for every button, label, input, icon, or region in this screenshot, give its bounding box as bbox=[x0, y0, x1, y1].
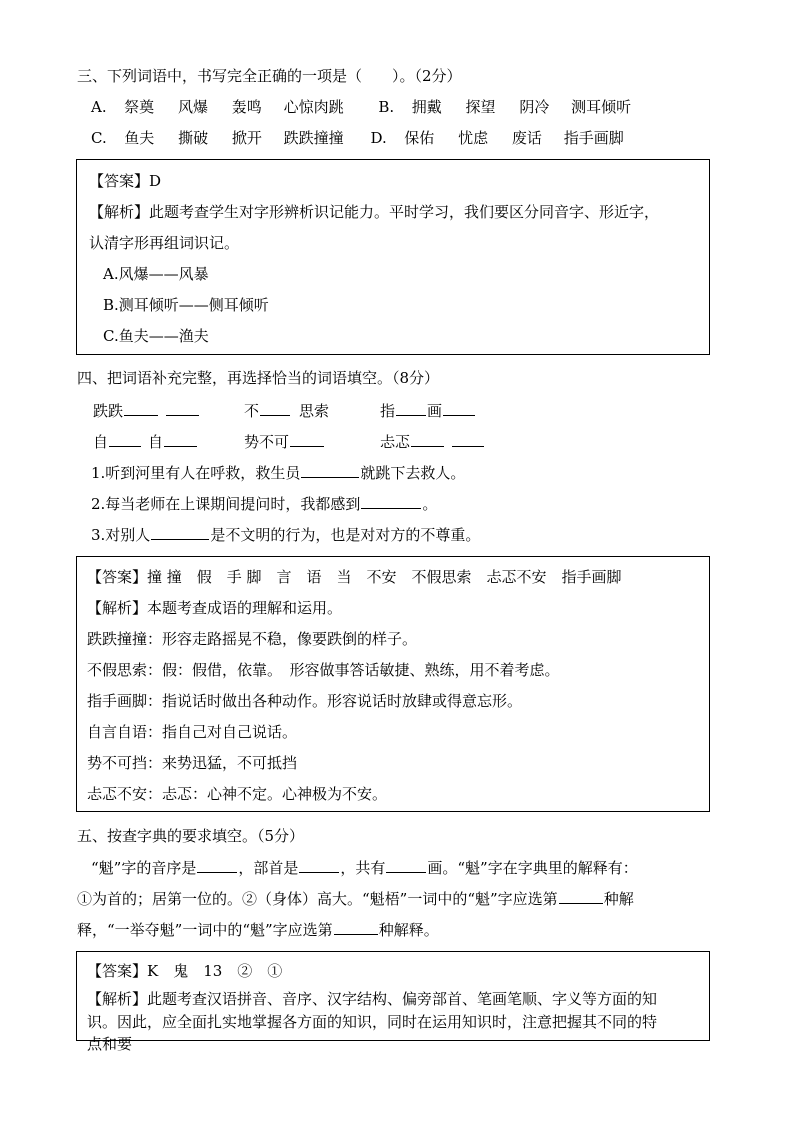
fill-word-3 bbox=[380, 400, 476, 421]
option-c-word: 撕破 bbox=[178, 129, 209, 147]
sentence-text: 2.每当老师在上课期间提问时，我都感到 bbox=[91, 495, 361, 513]
option-d-word: 废话 bbox=[511, 129, 542, 147]
idiom-explanation: 势不可挡：来势迅猛，不可抵挡 bbox=[87, 754, 298, 772]
blank-line bbox=[166, 400, 199, 416]
analysis-text: 【解析】本题考查成语的理解和运用。 bbox=[87, 599, 343, 617]
fill-word-5 bbox=[244, 431, 325, 452]
option-c-word: 掀开 bbox=[231, 129, 262, 147]
blank-line bbox=[109, 431, 141, 447]
analysis-text: 【解析】此题考查学生对字形辨析识记能力。平时学习，我们要区分同音字、形近字， bbox=[89, 203, 660, 221]
blank-line bbox=[197, 857, 237, 873]
sentence-text: 1.听到河里有人在呼救，救生员 bbox=[91, 464, 301, 482]
option-c-word: 跌跌撞撞 bbox=[283, 129, 344, 147]
answer-text: 【答案】撞 撞 假 手 脚 言 语 当 不安 不假思索 忐忑不安 指手画脚 bbox=[87, 568, 622, 586]
option-d-word: 忧虑 bbox=[458, 129, 489, 147]
word-fragment: 自 bbox=[93, 433, 109, 451]
fill-word-1 bbox=[93, 400, 200, 421]
q5-paragraph-line-1 bbox=[91, 857, 638, 878]
option-a-label: A. bbox=[91, 98, 107, 116]
option-b-word: 拥戴 bbox=[411, 98, 442, 116]
paragraph-text: “魁”字的音序是 bbox=[91, 859, 197, 877]
blank-line bbox=[334, 919, 378, 935]
q3-title: 三、下列词语中，书写完全正确的一项是（ ）。（2分） bbox=[77, 67, 462, 85]
option-b-word: 阴冷 bbox=[519, 98, 550, 116]
option-d-label: D. bbox=[370, 129, 387, 147]
word-fragment: 自 bbox=[148, 433, 164, 451]
option-a-word: 祭奠 bbox=[124, 98, 155, 116]
idiom-explanation: 不假思索：假：假借，依靠。 形容做事答话敏捷、熟练，用不着考虑。 bbox=[87, 661, 560, 679]
option-c-label: C. bbox=[91, 129, 107, 147]
option-b-word: 测耳倾听 bbox=[571, 98, 632, 116]
answer-text: 【答案】D bbox=[89, 172, 162, 190]
blank-line bbox=[443, 400, 475, 416]
sentence-3 bbox=[91, 524, 480, 545]
idiom-explanation: 自言自语：指自己对自己说话。 bbox=[87, 723, 298, 741]
option-a-word: 轰鸣 bbox=[231, 98, 262, 116]
idiom-explanation: 跌跌撞撞：形容走路摇晃不稳，像要跌倒的样子。 bbox=[87, 630, 418, 648]
q4-answer-box bbox=[76, 556, 710, 812]
analysis-text: 【解析】此题考查汉语拼音、音序、汉字结构、偏旁部首、笔画笔顺、字义等方面的知 bbox=[87, 990, 658, 1008]
sentence-2 bbox=[91, 493, 437, 514]
analysis-text-clipped: 点和要 bbox=[87, 1035, 133, 1053]
idiom-explanation: 忐忑不安：忐忑：心神不定。心神极为不安。 bbox=[87, 785, 388, 803]
option-d-word: 保佑 bbox=[404, 129, 435, 147]
q4-title: 四、把词语补充完整，再选择恰当的词语填空。（8分） bbox=[77, 369, 440, 387]
option-a-word: 风爆 bbox=[177, 98, 208, 116]
fill-word-4 bbox=[93, 431, 198, 452]
blank-line bbox=[124, 400, 158, 416]
word-fragment: 跌跌 bbox=[93, 402, 124, 420]
sentence-text: 就跳下去救人。 bbox=[360, 464, 466, 482]
paragraph-text: 画。“魁”字在字典里的解释有： bbox=[427, 859, 638, 877]
sentence-1 bbox=[91, 462, 465, 483]
sentence-text: 是不文明的行为，也是对对方的不尊重。 bbox=[210, 526, 481, 544]
sentence-text: 。 bbox=[422, 495, 438, 513]
blank-line bbox=[299, 857, 339, 873]
fill-word-2 bbox=[244, 400, 329, 421]
q3-answer-box bbox=[76, 159, 710, 355]
blank-line bbox=[396, 400, 426, 416]
q5-paragraph-line-2 bbox=[77, 888, 634, 909]
word-fragment: 指 bbox=[380, 402, 396, 420]
q5-paragraph-line-3 bbox=[77, 919, 439, 940]
blank-line bbox=[260, 400, 290, 416]
paragraph-text: 种解 bbox=[603, 890, 634, 908]
option-d-word: 指手画脚 bbox=[563, 129, 624, 147]
q5-answer-box bbox=[76, 951, 710, 1053]
word-fragment: 思索 bbox=[299, 402, 330, 420]
sentence-text: 3.对别人 bbox=[91, 526, 151, 544]
blank-line bbox=[164, 431, 197, 447]
paragraph-text: 种解释。 bbox=[378, 921, 439, 939]
option-b-word: 探望 bbox=[465, 98, 496, 116]
idiom-explanation: 指手画脚：指说话时做出各种动作。形容说话时放肆或得意忘形。 bbox=[87, 692, 523, 710]
analysis-text: 认清字形再组词识记。 bbox=[89, 234, 240, 252]
correction-a: A.风爆——风暴 bbox=[103, 265, 209, 283]
blank-line bbox=[452, 431, 484, 447]
fill-word-6 bbox=[380, 431, 485, 452]
blank-line bbox=[559, 888, 603, 904]
blank-line bbox=[301, 462, 359, 478]
analysis-text: 识。因此，应全面扎实地掌握各方面的知识，同时在运用知识时，注意把握其不同的特 bbox=[87, 1013, 658, 1031]
blank-line bbox=[290, 431, 324, 447]
word-fragment: 画 bbox=[427, 402, 443, 420]
q3-options-row-2 bbox=[91, 128, 624, 148]
option-a-word: 心惊肉跳 bbox=[283, 98, 344, 116]
paragraph-text: ①为首的；居第一位的。②（身体）高大。“魁梧”一词中的“魁”字应选第 bbox=[77, 890, 558, 908]
blank-line bbox=[411, 431, 444, 447]
blank-line bbox=[361, 493, 421, 509]
word-fragment: 势不可 bbox=[244, 433, 290, 451]
correction-b: B.测耳倾听——侧耳倾听 bbox=[103, 296, 269, 314]
blank-line bbox=[386, 857, 426, 873]
option-c-word: 鱼夫 bbox=[124, 129, 155, 147]
paragraph-text: ，共有 bbox=[340, 859, 386, 877]
correction-c: C.鱼夫——渔夫 bbox=[103, 327, 209, 345]
blank-line bbox=[151, 524, 209, 540]
q3-options-row-1 bbox=[91, 97, 631, 117]
answer-text: 【答案】K 鬼 13 ② ① bbox=[87, 962, 283, 980]
word-fragment: 不 bbox=[244, 402, 260, 420]
paragraph-text: 释，“一举夺魁”一词中的“魁”字应选第 bbox=[77, 921, 333, 939]
option-b-label: B. bbox=[378, 98, 395, 116]
q5-title: 五、按查字典的要求填空。（5分） bbox=[77, 827, 305, 845]
paragraph-text: ，部首是 bbox=[238, 859, 299, 877]
word-fragment: 忐忑 bbox=[380, 433, 411, 451]
